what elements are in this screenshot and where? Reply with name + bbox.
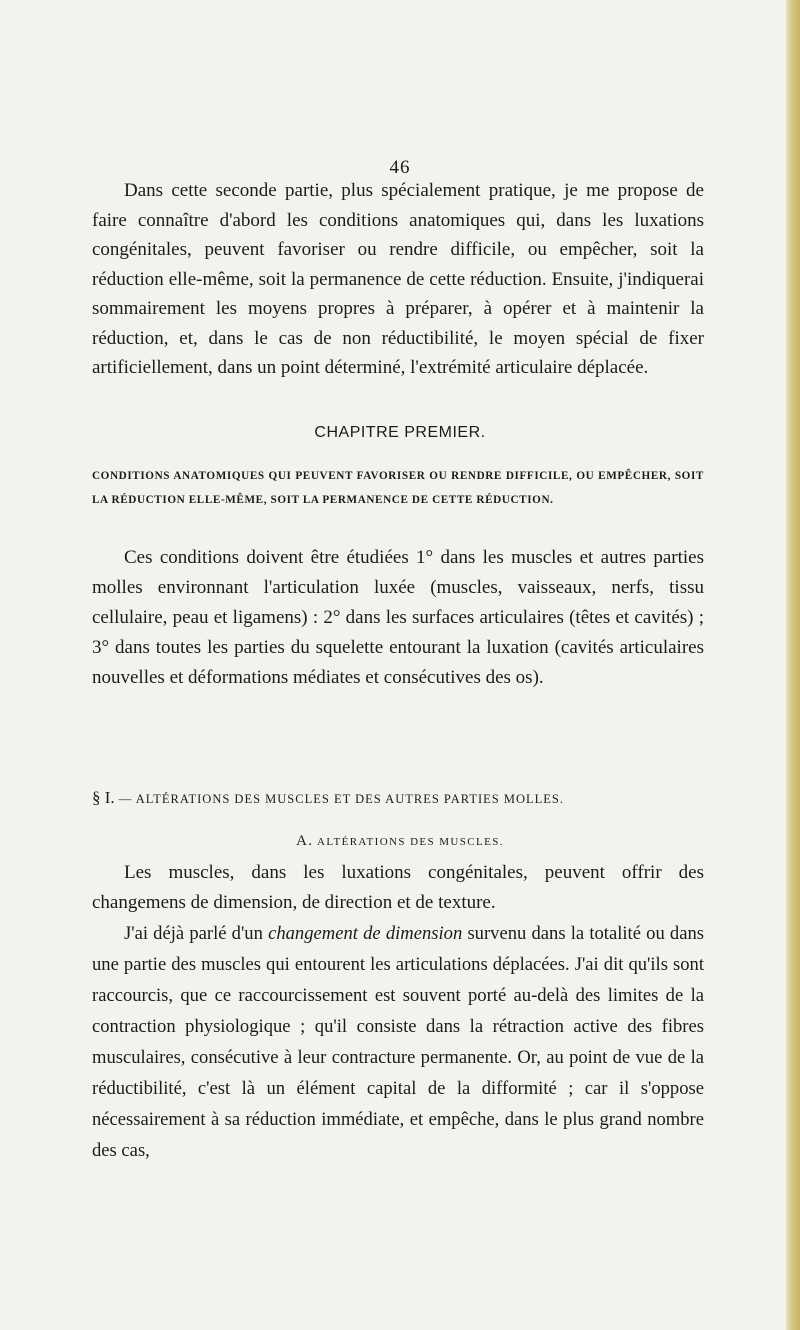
paragraph-text-end: survenu dans la totalité ou dans une partie des muscles qui entourent les articulations déplacées. J'ai dit qu'ils sont raccourcis, que ce raccourcissement est souvent porté au-delà des limites de la contraction physiologique ; qu'il consiste dans la rétraction active des fibres musculaires, consécutive à leur contracture permanente. Or, au point de vue de la réductibilité, c'est là un élément capital de la difformité ; car il s'oppose nécessairement à sa réduction immédiate, et empêche, dans le plus grand nombre des cas, [92,923,704,1161]
page-number: 46 [389,157,411,178]
chapter-title: CHAPITRE PREMIER. [314,424,486,441]
page-edge [786,0,800,1330]
conditions-paragraph: Ces conditions doivent être étudiées 1° dans les muscles et autres parties molles environnant l'articulation luxée (muscles, vaisseaux, nerfs, tissu cellulaire, peau et ligamens) : 2° dans les surfaces articulaires (têtes et cavités) ; 3° dans toutes les parties du squelette entourant la luxation (cavités articulaires nouvelles et déformations médiates et consécutives des os). [92,547,704,688]
intro-paragraph: Dans cette seconde partie, plus spécialement pratique, je me propose de faire connaître d'abord les conditions anatomiques qui, dans les luxations congénitales, peuvent favoriser ou rendre difficile, ou empêcher, soit la réduction elle-même, soit la permanence de cette réduction. Ensuite, j'indiquerai sommairement les moyens propres à préparer, à opérer et à maintenir la réduction, et, dans le cas de non réductibilité, le moyen spécial de fixer artificiellement, dans un point déterminé, l'extrémité articulaire déplacée. [92,180,704,378]
section-heading [92,788,712,808]
dimension-change-paragraph [92,918,704,1166]
subsection-letter: A. [296,833,314,849]
subsection-heading [0,833,800,850]
chapter-subtitle: CONDITIONS ANATOMIQUES QUI PEUVENT FAVORISER OU RENDRE DIFFICILE, OU EMPÊCHER, SOIT LA RÉDUCTION ELLE-MÊME, SOIT LA PERMANENCE DE CETTE RÉDUCTION. [92,470,704,506]
section-number: § I. [92,788,115,807]
section-title: ALTÉRATIONS DES MUSCLES ET DES AUTRES PARTIES MOLLES. [135,792,564,806]
muscles-paragraph: Les muscles, dans les luxations congénitales, peuvent offrir des changemens de dimension, de direction et de texture. [92,862,704,913]
emphasized-term: changement de dimension [268,923,463,944]
paragraph-text-start: J'ai déjà parlé d'un [124,923,269,944]
section-separator: — [118,792,133,806]
subsection-title: ALTÉRATIONS DES MUSCLES. [317,836,504,848]
